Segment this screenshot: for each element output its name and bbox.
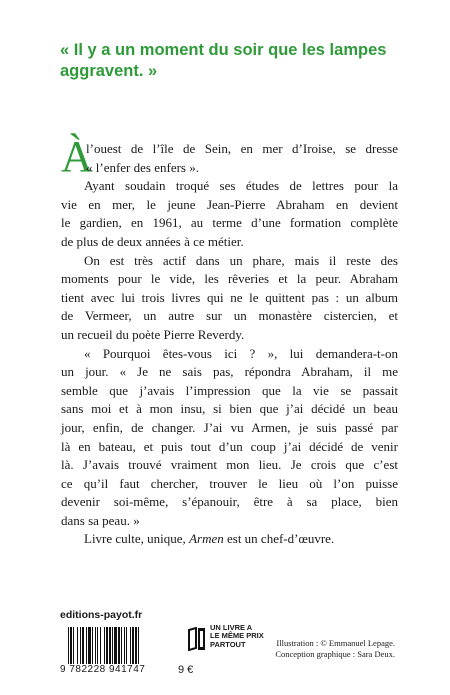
prix-line: UN LIVRE A bbox=[210, 623, 253, 632]
design-credit: Conception graphique : Sara Deux. bbox=[275, 649, 395, 659]
quote-line-1: « Il y a un moment du soir que les lampes bbox=[60, 41, 387, 59]
text-line: jour, enfin, de changer. J’ai vu Armen, je suis passé par bbox=[61, 419, 398, 435]
text-line: On est très actif dans un phare, mais il reste des bbox=[84, 252, 398, 268]
text-line: un recueil du poète Pierre Reverdy. bbox=[61, 326, 245, 342]
text-line: le gardien, en 1961, au terme d’une formation complète bbox=[61, 215, 398, 231]
text-line: tient avec lui trois livres qui ne le quittent pas : un album bbox=[61, 289, 398, 305]
barcode-digits: 9 782228 941747 bbox=[60, 664, 146, 675]
text-line: sans moi et à mon insu, si bien que j’ai décidé un beau bbox=[61, 401, 398, 417]
text-line: moments pour le vide, les rêveries et la peur. Abraham bbox=[61, 271, 398, 287]
text-line: de Vermeer, un autre sur un monastère cistercien, et bbox=[61, 308, 398, 324]
text-line: dans sa peau. » bbox=[61, 512, 140, 528]
publisher-website: editions-payot.fr bbox=[60, 609, 143, 621]
illustration-credit: Illustration : © Emmanuel Lepage. bbox=[276, 638, 395, 648]
prix-line: PARTOUT bbox=[210, 639, 246, 649]
credits bbox=[275, 638, 395, 660]
book-title: Armen bbox=[189, 531, 224, 547]
barcode-icon bbox=[68, 627, 172, 664]
text-line: de plus de deux années à ce métier. bbox=[61, 233, 244, 249]
prix-unique-mark bbox=[210, 624, 264, 649]
text-line: un jour. « Je ne sais pas, répondra Abraham, il me bbox=[61, 364, 398, 380]
text-line: « Pourquoi êtes-vous ici ? », lui demandera-t-on bbox=[84, 345, 398, 361]
text-line: Ayant soudain troqué ses études de lettres pour la bbox=[84, 178, 398, 194]
closing-text-before: Livre culte, unique, bbox=[84, 531, 190, 547]
book-logo-icon bbox=[188, 627, 206, 651]
closing-line bbox=[61, 530, 398, 549]
blurb-text bbox=[61, 140, 398, 549]
text-line: là en bateau, et puis tout d’un coup j’ai décidé de venir bbox=[61, 438, 398, 454]
text-line: semble que j’avais l’impression que la vie se passait bbox=[61, 382, 398, 398]
quote-line-2: aggravent. » bbox=[60, 62, 158, 80]
text-line: devenir soi-même, s’épanouir, être à sa place, bien bbox=[61, 494, 398, 510]
back-cover-quote bbox=[60, 40, 400, 82]
text-line: là. J’avais trouvé vraiment mon lieu. Je crois que c’est bbox=[61, 457, 398, 473]
text-line: « l’enfer des enfers ». bbox=[86, 159, 199, 175]
text-line: ce qu’il faut chercher, trouver le lieu où l’on puisse bbox=[61, 475, 398, 491]
text-line: vie en mer, le jeune Jean-Pierre Abraham en devient bbox=[61, 196, 398, 212]
text-line: l’ouest de l’île de Sein, en mer d’Iroise, se dresse bbox=[86, 141, 398, 156]
drop-cap: À bbox=[61, 132, 93, 181]
closing-text-after: est un chef-d’œuvre. bbox=[223, 531, 335, 547]
prix-line: LE MÊME PRIX bbox=[210, 631, 264, 641]
isbn-barcode bbox=[60, 627, 172, 677]
price: 9 € bbox=[178, 664, 194, 676]
